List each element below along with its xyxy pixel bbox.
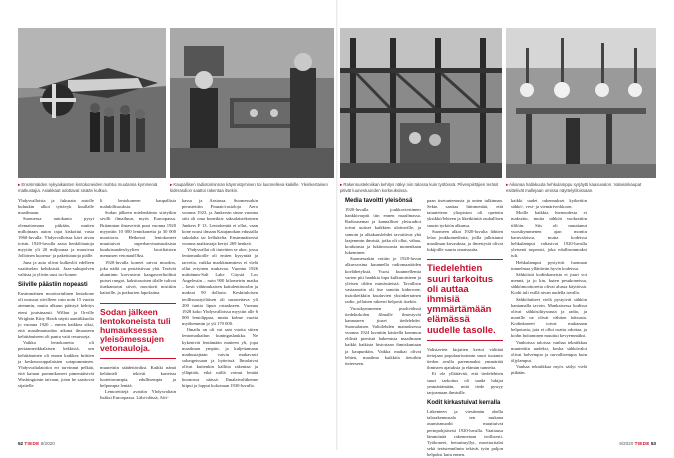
paragraph: paan itsetuntemusta ja unien tulkinnan. Sekin saattaa liimmentää, että taiuuteteon yliopiston oli opetettu yksikkö/lehteen ja likeikiintiä rauhallisen suurin tyrköön alkunsa. [427,198,503,228]
photo-construction [340,28,502,178]
paragraph: Yhdysvalloista ja fukusata autolle kuluukin alkoi tyttävyk kuullalle maailmaan. [18,198,94,216]
page-spine [336,0,338,450]
page-number-left: 52 [18,441,24,446]
photo-lamp-store [506,28,656,178]
photo-airplane [18,28,166,178]
text-column-4 [345,198,421,434]
pull-quote-aviation: Sodan jälkeen lentokoneista tuli humauksessa yleisömessujen vetonauloja. [100,303,176,359]
paragraph: Vanhoissa taloissa vanhaa tekniikkaa muutettiin uudeksi, koska sähkövalot olivat halvempia ja turvallisempia kuin öljylamput. [511,339,587,364]
issue-left: 9/2020 [40,441,55,446]
brand-right: TIEDE [634,441,650,446]
paragraph: Suomessa autokanta pysyi olemattomana pitkään, mutten milloinaan auton rajat kiskottui vasta 1960-luvulla. Yhdysvalloissa kävi aivan toisin. 1920-luvulla aasia henkilöautoja myytiin yli 20 miljoonaa ja massivaa Jolloinen kuorma- ja pakettiautoja piälle. [18,216,94,259]
footer-left [18,441,55,446]
paragraph: Ilmailu on oli vat sata vuotta sitten lentomatkailun kuningaslaukka. Ne kykenivät lentämään matteen yli, jopa maailman ympäri, ja kuljettamaan matkustajiaan vaivin mukavasti salongeissaan ja hytteissä. Ilmalaivat olivat kuitenkin kalliita rakentaa ja ylläpitää, eikä niillä voinut lentää huonossa säässä. Ilmalaivaliikenne hiipui ja loppui kokonaan 1930-luvulla. [182,327,258,388]
paragraph: Valistavien kirjatien kertoi välittää tietojaan populaarisoinnin suuri tuotanto tiedon avulla paremmaksi ymmärtää ihmisten ajatuksia ja elämän tunnetta. [427,346,503,371]
paragraph: Lentoreittejä avattiin Yhdysvaltain lisäksi Euroopassa. Lähi-idässä, Afri- [100,389,176,401]
paragraph: Moille kaikkia hienoudesta ei maksettu, mutta sähköä vuokrattiin tililöin. Siis oli muuttanut vuosikymmenen ajan monitu karuvaloissa, mutta kodeissa hehkulamput valtasivat 1920-luvulla yleisenä nopeasti, joka edullisemmaksi tuli. [511,210,587,259]
text-column-2 [100,198,176,434]
issue-right: 9/2020 [619,441,634,446]
paragraph: muutettiin säädettäväksi. Kaikki nämä kehiinteli tekivät koneista luotettavampia, edullisempia ja helpompia lentää. [100,364,176,388]
text-column-5 [427,198,503,458]
paragraph: Yhdysvallat oli tiuteitten se alue, jossa lentomatkoille oli eniten kysyntää ja tarvetta, vaikka markkinamtiess ei vielä ollut ertyinen mukavaa. Vuonna 1926 mittiämm-Salt Lake Citystä Los Angelesiin – noin 900 kilometrin matka – kesti vähimukaisen kaitulentäsoolin ja maksoi 90 dollaria. Keskituloisen teollisuustyöläisen oli sarastettava yli 200 tuntia lipun ostaakseen. Vuonna 1928 koko Yhdysvalloissa myytiin alle 6 000 lentolippua, mutta kolme vuotta myöhemmin jo yli 170 000. [182,247,258,327]
paragraph: Vaikka lentokoneita oli periaamerikkalaisen kekkisiä, sen kehittäminen oli ennen kaikkea brittien ja keskeurooppalaisten sotapomminen. Yhdysvaltalaiotiot eri turvinnut pelkää, että kaiuan pommikoneet pimentäisivät Washingtonin taivaan, joten he saattovat sijaitelle [18,340,94,389]
footer-right [619,441,656,446]
caption-construction: ▸ Rakennustekniikan kehitys näkyi niin talossa kuin työlöissä. Pilvenpiirtäjien teräsit pitivät luunestuunden korkeuksissa. [340,182,499,193]
paragraph: Ei ole yllättävää, että tiedelehtien suuri tarkoitus oli saada lukijat ymmärtämään, mitä tiede pystyy tarjoamaan ihmisille. [427,371,503,395]
paragraph: kaikki uudet rakennukset kytkettiin sähkö-, vesi- ja viemäriverkkoon. [511,198,587,210]
photo-radio [170,28,334,178]
paragraph: Suomeen alkoi 1920-luvulta lähtien lelaa joukkomedioita, joilla julkistumi maailman kuvauksia, ja ilmestysiä olivat lukijoille suurta omaisuutta. [427,228,503,253]
paragraph: kassa ja Aasiassa. Suomessakin perustettiin Finnair/rasioloja Aero vuonna 1923, ja Junkersin sinne vuonna siiti oli oma koneikin: saksalaistekoinen Junkers F 13. Lentokenttä ei ollut, vaan kone nousi ilmaan Katajanokan edustalla sukulalta tai kellukelta. Ensimmäisessä vuonna matkustaja kertyi 269 henkeä. [182,198,258,247]
paragraph: Juna ja auto olivat kulkeslöt edelleen vaaitiselan kehiksistä. Jazz-sukupolven valtista ja ylivän uusi iso-konne. [18,259,94,277]
paragraph: li lentokoneen kaupallisia mahdollisuuksia. [100,198,176,210]
paragraph: Vuosikymmenen puolivälissä tiedekirkolen filmalle ilmestyvät kannaaren jiuset tiedelehdet. Suomalaisen Valiolehden mainoksessa vuonna 1924 luvattiin käsitellä kommon elilistä pienistä hakemista maailmaan kaikki kaikista historiaan ihmiskuntaan ja kaupunkiin. Vaikka matkat olivat lehteä, maailma kaikkiin tietoihin tieteeseen. [345,305,421,366]
paragraph: Vanhaa tekniikkaa myös säilyi vielä pitkään. [511,364,587,376]
subheading-aviation: Siiville päästiin nopeasti [18,282,88,289]
caption-radio: ▸ Kaupallisen radiotoiminnan käynnistyminen toi luunnelleva kaikille. Yleinkertaisen kiderasdion saattoi rakentaa itsekin. [170,182,328,193]
paragraph: 1920-luvulla joukkoviestinner hankkivarpiit tiin ennen maailmassa. Radioasemat ja kannalliset yleisradiot toivat uutiset kaikkien ulottuville, ja samoin ja alkakauslehdet tavoittivat yhä laajemmin ihmisiä, jotka oli ollut, vähaa, koulutusta ja lukiinosoasta monenkaan lukeminen. [345,207,421,256]
text-column-3 [182,198,258,434]
paragraph: Ensimmäinen moottorinlinen lentokone oli noussut siivilleen vain noin 15 vuotta aiemmin, mutta alkuun päästyä kehitys eteni jouisinaasti. Wilbur ja Orville Wrightin Kitty Hawk näytti aantiikkuolta jo vuonna 1920 – ennen kaikkea siksi, että maailmansodan aikana ilmaaseen kehittämiseen oli pantu vaiti resursseja. [18,291,94,340]
paragraph: 1920-luvulla koneet saivat muodon, joka näilä on pestäisiivuu yhä. Terävät alumiinin korvasivat kangasverhoiltiut puiset rungot, kaksitasoisen tilalle tulivat tiuekantavat siivet, moottorit nostitiin kattoille, ja potkurien lapoksiina [100,259,176,296]
subheading-homes: Kodit kirkastuivat kerralla [427,400,501,407]
paragraph: Hehkulamput pystyivät luomaan tunnelmaa yllättävän hyvin kodeissa. [511,259,587,271]
caption-airplane: ▸ Ensimmäiden nykyaikaisten lentokoneiden mahtui muutamia kymmeniä matkustajia. Asiakkaat odottavat sisään kulkua. [18,182,158,193]
text-column-6 [511,198,656,434]
paragraph: Suomessakin voitiin jo 1920-luvun alkuvuosina kuunnella radiomaatöiden koelähetyksiä. Vuosi kuunnellemia varten piti hankkia lupa kulkutoirtteen ja yleisen tilden miniäsiteistä. Tavallisin vastaanotin oli itse sanottu kiderrone, itsäoikeikkiin kuuluvien yksinkertainen radio, jollaisen rakensi helposti itsekin. [345,256,421,305]
paragraph: Sodan jälkeen mielenkiinto siirtyikin sivilli ilmailuun, myös Euroopassa. Britannian ilmaveivät puni vuonna 1920 myyntiin 10 000 lentokonetta ja 30 000 moottoria. Hetkessä lentokoneet muuttuivat superharvinaisuuksista kuuluisuuden/tyylien laorifiaisten menuisen vetonaulOksi. [100,210,176,259]
pull-quote-science: Tiedelehtien suuri tarkoitus oli auttaa ihmisiä ymmärtämään elämässä uudelle tasolle. [427,259,503,340]
text-column-1 [18,198,94,434]
paragraph: Liikenteen ja viestinnän ohella talorakennusala sen mukana asumismuodit muuttuivat perinpohjaisesti 1920-luvulla. Vaatiausa lämmönää rakennetaan teollisesti. Työkoneet, betonimyllyt, moottoritalat sekä terästennilmin tekivät työn paljon helpoksi kuin ennen. [427,409,503,458]
caption-lamp: ▸ Aikanaa hallakuuta hehkulamppu syrjäytti kaasuvalon. Valaisinkaupat esittelivät mallejaan omissa näyttelytiloissaan. [506,182,642,193]
subheading-media: Media tavoitti yleisönsä [345,198,413,204]
page-number-right: 53 [650,441,656,446]
brand-left: TIEDE [24,441,40,446]
paragraph: Sähkölaitteet vielä pystyivät sähkön kantamalla tavoin. Mankaisessa kodissa olivat sähkösilitysrauta ja radio, ja monille ne olivat vähiten luksusta. Kodinkoneet toivat mukanaan helpotusta, jota ei ollut osattu odottaa, ja kodin hoitaminen muuttui kevyemmäksi. [511,296,587,339]
paragraph: Sähköistä kodinkoneista ei juuri voi mennä, ja jo kin, kuten pesukoneissa, sähkömoottoreita olivat alussa käyttössä. Kodit tuli esillä aivan uudella tavalla. [511,271,587,296]
